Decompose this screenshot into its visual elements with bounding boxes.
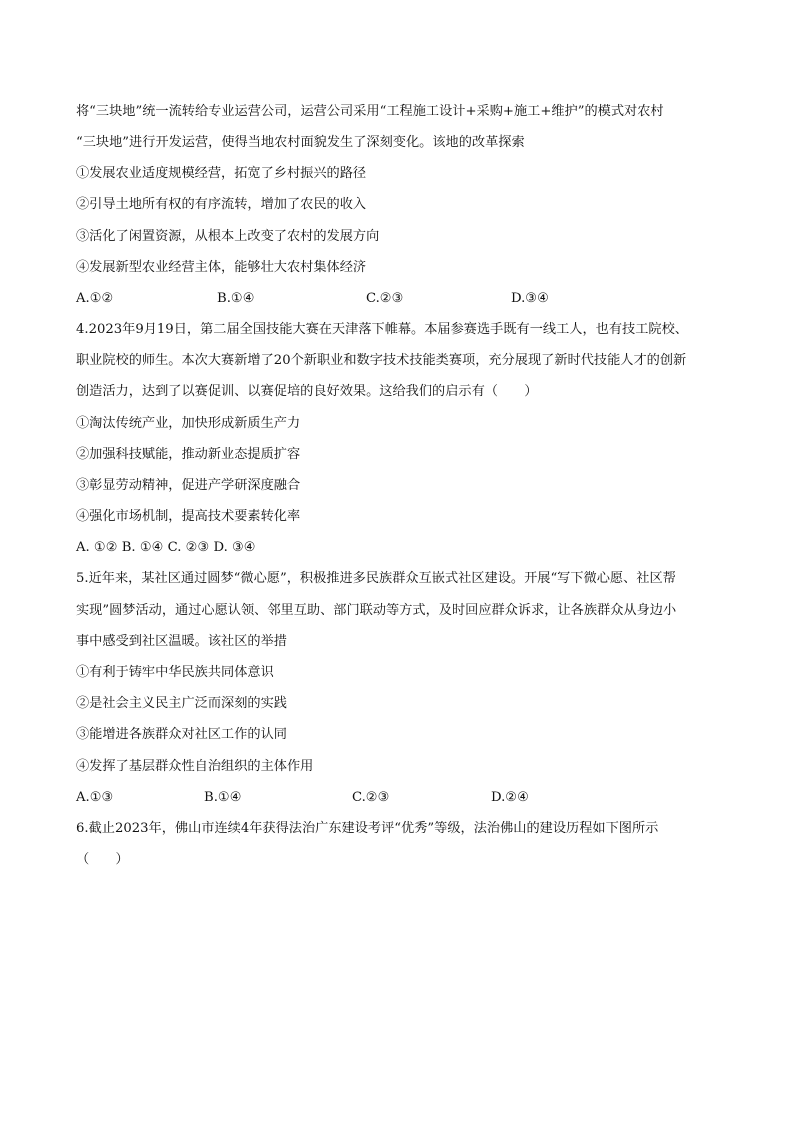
q5-option-a: A.①③: [76, 790, 114, 805]
q4-statement-2: ②加强科技赋能，推动新业态提质扩容: [76, 447, 301, 462]
q3-statement-4: ④发展新型农业经营主体，能够壮大农村集体经济: [76, 260, 367, 275]
q3-stem-line-1: 将“三块地”统一流转给专业运营公司，运营公司采用“工程施工设计+采购+施工+维护”的模式对农村: [76, 104, 664, 119]
q3-option-d: D.③④: [511, 291, 549, 306]
q5-statement-2: ②是社会主义民主广泛而深刻的实践: [76, 696, 287, 711]
q3-options: [76, 291, 736, 307]
q3-option-a: A.①②: [76, 291, 114, 306]
q4-statement-3: ③彰显劳动精神，促进产学研深度融合: [76, 478, 301, 493]
q3-statement-3: ③活化了闲置资源，从根本上改变了农村的发展方向: [76, 229, 380, 244]
q4-statement-1: ①淘汰传统产业，加快形成新质生产力: [76, 416, 301, 431]
q5-option-c: C.②③: [352, 790, 390, 805]
q3-option-c: C.②③: [366, 291, 404, 306]
q5-statement-3: ③能增进各族群众对社区工作的认同: [76, 727, 287, 742]
q5-statement-4: ④发挥了基层群众性自治组织的主体作用: [76, 759, 314, 774]
q4-statement-4: ④强化市场机制，提高技术要素转化率: [76, 509, 301, 524]
q5-option-b: B.①④: [204, 790, 242, 805]
q5-stem-line-1: 5.近年来，某社区通过圆梦“微心愿”，积极推进多民族群众互嵌式社区建设。开展“写下微心愿、社区帮: [76, 571, 676, 586]
q5-options: [76, 790, 736, 806]
q6-stem-line-2: （ ）: [76, 852, 129, 867]
q4-stem-line-3: 创造活力，达到了以赛促训、以赛促培的良好效果。这给我们的启示有（ ）: [76, 384, 538, 399]
q5-stem-line-2: 实现”圆梦活动，通过心愿认领、邻里互助、部门联动等方式，及时回应群众诉求，让各族群众从身边小: [76, 603, 677, 618]
q5-option-d: D.②④: [491, 790, 529, 805]
q5-statement-1: ①有利于铸牢中华民族共同体意识: [76, 665, 274, 680]
q5-stem-line-3: 事中感受到社区温暖。该社区的举措: [76, 634, 287, 649]
q4-stem-line-2: 职业院校的师生。本次大赛新增了20个新职业和数字技术技能类赛项，充分展现了新时代技能人才的创新: [76, 353, 687, 368]
q4-stem-line-1: 4.2023年9月19日，第二届全国技能大赛在天津落下帷幕。本届参赛选手既有一线工人，也有技工院校、: [76, 322, 688, 337]
q3-option-b: B.①④: [217, 291, 255, 306]
q3-statement-2: ②引导土地所有权的有序流转，增加了农民的收入: [76, 197, 367, 212]
q4-options: A. ①② B. ①④ C. ②③ D. ③④: [76, 540, 256, 555]
q6-stem-line-1: 6.截止2023年，佛山市连续4年获得法治广东建设考评“优秀”等级，法治佛山的建设历程如下图所示: [76, 821, 659, 836]
q3-statement-1: ①发展农业适度规模经营，拓宽了乡村振兴的路径: [76, 166, 367, 181]
q3-stem-line-2: “三块地”进行开发运营，使得当地农村面貌发生了深刻变化。该地的改革探索: [76, 135, 525, 150]
